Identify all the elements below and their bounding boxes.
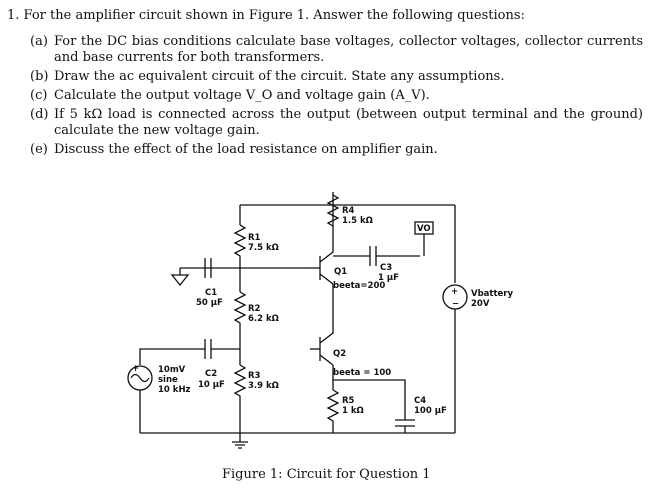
c2-name: C2: [205, 369, 218, 379]
part-label: (d): [30, 107, 49, 122]
r4-value: 1.5 kΩ: [342, 216, 373, 226]
c4-name: C4: [414, 396, 427, 406]
source-type: sine: [158, 375, 178, 385]
r3-name: R3: [248, 371, 261, 381]
q1-param: beeta=200: [333, 281, 386, 291]
c3-value: 1 µF: [378, 273, 399, 283]
part-text: Draw the ac equivalent circuit of the circuit. State any assumptions.: [54, 69, 505, 84]
svg-text:+: +: [132, 364, 140, 374]
part-label: (c): [30, 88, 48, 103]
sine-source-icon: [131, 375, 149, 382]
part-text: If 5 kΩ load is connected across the output (between output terminal and the ground) calculate the new voltage gain.: [54, 107, 643, 138]
c3-name: C3: [380, 263, 393, 273]
r1-name: R1: [248, 233, 261, 243]
output-terminal-label: VO: [417, 224, 431, 234]
q1-name: Q1: [334, 267, 348, 277]
r5-name: R5: [342, 396, 355, 406]
resistor-r1: [235, 225, 245, 268]
c1-name: C1: [205, 288, 218, 298]
resistor-r5: [328, 390, 338, 433]
part-text: Discuss the effect of the load resistance on amplifier gain.: [54, 142, 438, 157]
part-label: (b): [30, 69, 49, 84]
part-label: (a): [30, 34, 48, 49]
source-amplitude: 10mV: [158, 365, 186, 375]
figure-caption: Figure 1: Circuit for Question 1: [222, 467, 431, 482]
q2-param: beeta = 100: [333, 368, 392, 378]
r1-value: 7.5 kΩ: [248, 243, 279, 253]
svg-text:+: +: [451, 287, 459, 297]
c1-value: 50 µF: [196, 298, 223, 308]
battery-value: 20V: [471, 299, 490, 309]
part-text: For the DC bias conditions calculate base voltages, collector voltages, collector currents and base currents for both transformers.: [54, 34, 643, 65]
battery-name: Vbattery: [471, 289, 514, 299]
r3-value: 3.9 kΩ: [248, 381, 279, 391]
resistor-r3: [235, 365, 245, 433]
r4-name: R4: [342, 206, 355, 216]
part-text: Calculate the output voltage V_O and voltage gain (A_V).: [54, 88, 430, 103]
c2-value: 10 µF: [198, 380, 225, 390]
r2-name: R2: [248, 304, 261, 314]
c4-value: 100 µF: [414, 406, 447, 416]
source-frequency: 10 kHz: [158, 385, 191, 395]
r5-value: 1 kΩ: [342, 406, 364, 416]
svg-text:−: −: [452, 299, 460, 309]
part-label: (e): [30, 142, 48, 157]
r2-value: 6.2 kΩ: [248, 314, 279, 324]
q2-name: Q2: [333, 349, 347, 359]
resistor-r2: [235, 292, 245, 349]
question-title: 1. For the amplifier circuit shown in Figure 1. Answer the following questions:: [7, 8, 525, 23]
